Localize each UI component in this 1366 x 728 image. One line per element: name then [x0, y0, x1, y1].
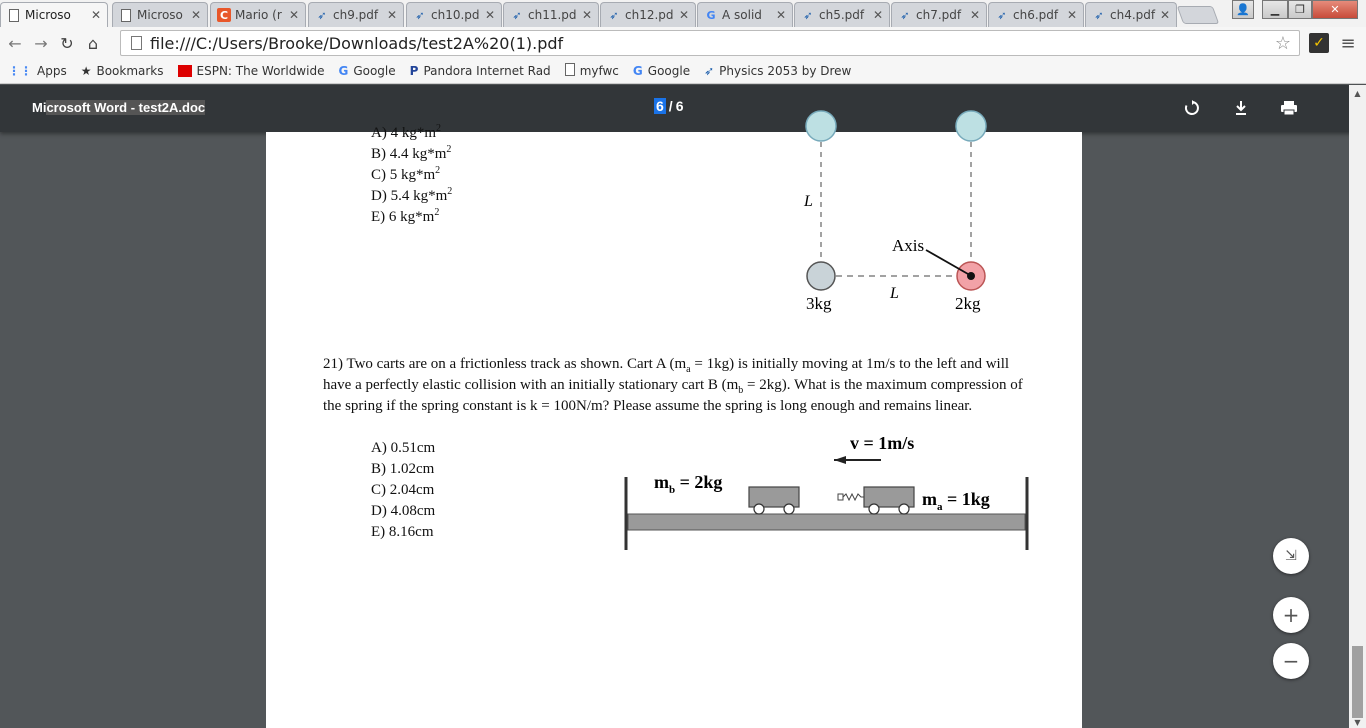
cart-a-wheel-left [869, 504, 879, 514]
option-text: D) 5.4 kg*m [371, 188, 448, 204]
bookmark-label: myfwc [579, 64, 619, 78]
star-icon[interactable]: ☆ [1274, 33, 1291, 54]
label-3kg: 3kg [806, 294, 832, 313]
close-icon[interactable]: ✕ [1159, 8, 1170, 22]
bird-icon: ➶ [1094, 8, 1104, 22]
bookmarks-bar [0, 59, 1366, 84]
page-number-input[interactable]: 6 [656, 98, 664, 114]
mb-subscript: b [669, 484, 676, 496]
bookmark-bookmarks[interactable] [81, 64, 164, 78]
close-icon[interactable]: ✕ [969, 8, 980, 22]
bookmark-google-2[interactable] [633, 64, 690, 78]
q21-text-1: 21) Two carts are on a frictionless track as shown. Cart A (m [323, 356, 687, 372]
close-icon[interactable]: ✕ [90, 8, 101, 22]
exponent: 2 [446, 144, 452, 155]
pandora-icon: P [409, 64, 419, 78]
tab-label: Microso [137, 8, 183, 22]
reload-icon[interactable]: ↻ [60, 33, 74, 53]
tab-label: Microso [25, 8, 71, 22]
q21-sub-b: b [738, 385, 744, 396]
close-icon[interactable]: ✕ [190, 8, 201, 22]
tab-2[interactable] [210, 2, 306, 27]
track [628, 514, 1025, 530]
extension-check-icon[interactable]: ✓ [1309, 33, 1329, 53]
pdf-title [32, 100, 205, 115]
tab-6[interactable] [600, 2, 696, 27]
bird-icon: ➶ [900, 8, 910, 22]
carts-figure [606, 422, 1046, 562]
ma-value: = 1kg [942, 489, 990, 509]
cart-b-wheel-left [754, 504, 764, 514]
pdf-toolbar [0, 85, 1366, 132]
spring [843, 494, 864, 500]
tab-5[interactable] [503, 2, 599, 27]
pdf-page [266, 123, 1082, 728]
page-total: 6 [675, 98, 684, 114]
mb-value: = 2kg [675, 472, 723, 492]
zoom-out-button[interactable]: − [1273, 643, 1309, 679]
q21-option-b: B) 1.02cm [371, 461, 435, 477]
tab-8[interactable] [794, 2, 890, 27]
menu-icon[interactable]: ≡ [1340, 32, 1356, 54]
bookmark-physics[interactable] [704, 64, 851, 78]
tab-label: ch4.pdf [1110, 8, 1156, 22]
bookmark-label: Apps [37, 64, 67, 78]
address-bar[interactable] [120, 30, 1300, 56]
close-icon[interactable]: ✕ [1066, 8, 1077, 22]
apps-icon: ⋮⋮ [8, 64, 32, 78]
bookmark-espn[interactable] [178, 64, 325, 78]
tab-4[interactable] [406, 2, 502, 27]
bird-icon: ➶ [317, 8, 327, 22]
tab-label: ch9.pdf [333, 8, 379, 22]
user-icon[interactable]: 👤 [1232, 0, 1254, 19]
scroll-down-icon[interactable]: ▼ [1354, 718, 1361, 727]
q21-text-3: = 2kg). What is the maximum compression of the spring if the spring constant is k = 100N/m? Please assume the spring is long enough and remains linear. [323, 377, 1023, 414]
bird-icon: ➶ [609, 8, 619, 22]
c-icon: C [217, 8, 231, 22]
back-icon[interactable]: ← [8, 33, 22, 53]
bird-icon: ➶ [704, 64, 715, 78]
cart-a-wheel-right [899, 504, 909, 514]
exponent: 2 [434, 207, 440, 218]
scroll-up-icon[interactable]: ▲ [1354, 89, 1361, 98]
page-icon [131, 36, 142, 50]
tab-label: ch6.pdf [1013, 8, 1059, 22]
question-21-options [371, 440, 435, 545]
tab-strip [0, 0, 1366, 27]
q21-option-d: D) 4.08cm [371, 503, 436, 519]
bird-icon: ➶ [512, 8, 522, 22]
label-L-vertical: L [804, 193, 813, 210]
ma-subscript: a [937, 501, 943, 513]
window-buttons [1262, 0, 1358, 20]
close-icon[interactable]: ✕ [386, 8, 397, 22]
label-axis: Axis [892, 236, 925, 255]
bookmark-myfwc[interactable] [565, 63, 619, 79]
pdf-title-rest: crosoft Word - test2A.doc [46, 100, 206, 115]
zoom-in-button[interactable]: + [1273, 597, 1309, 633]
tab-label: ch7.pdf [916, 8, 962, 22]
velocity-arrow-head [834, 456, 846, 464]
q21-option-e: E) 8.16cm [371, 524, 434, 540]
q21-text-2: = 1kg) is initially moving at 1m/s to the left and will have a perfectly elastic collision with an initially stationary cart B (m [323, 356, 1010, 393]
tab-10[interactable] [988, 2, 1084, 27]
bookmark-label: ESPN: The Worldwide [196, 64, 325, 78]
bookmark-google[interactable] [338, 64, 395, 78]
rotate-icon[interactable] [1181, 97, 1203, 119]
tab-label: ch12.pd [625, 8, 674, 22]
close-icon[interactable]: ✕ [484, 8, 495, 22]
page-separator: / [668, 98, 673, 114]
bookmark-label: Google [647, 64, 691, 78]
minimize-button[interactable]: ▁ [1262, 0, 1288, 19]
close-window-button[interactable]: ✕ [1312, 0, 1358, 19]
pdf-title-prefix: Mi [32, 100, 47, 115]
print-icon[interactable] [1278, 97, 1300, 119]
tab-7[interactable] [697, 2, 793, 27]
tab-0[interactable] [0, 2, 108, 27]
espn-icon [178, 65, 192, 77]
tab-label: ch10.pd [431, 8, 480, 22]
browser-toolbar [0, 27, 1366, 59]
ma-symbol: m [922, 489, 937, 509]
rotation-figure [266, 132, 1082, 332]
scrollbar[interactable] [1349, 85, 1366, 728]
tab-label: ch11.pd [528, 8, 577, 22]
mb-symbol: m [654, 472, 669, 492]
tab-9[interactable] [891, 2, 987, 27]
close-icon[interactable]: ✕ [288, 8, 299, 22]
bookmark-apps[interactable] [8, 64, 67, 78]
tab-label: ch5.pdf [819, 8, 865, 22]
exponent: 2 [435, 165, 441, 176]
bookmark-label: Google [353, 64, 396, 78]
mb-label [654, 472, 722, 496]
address-url: file:///C:/Users/Brooke/Downloads/test2A%20(1).pdf [150, 33, 564, 53]
cart-b-wheel-right [784, 504, 794, 514]
q21-option-a: A) 0.51cm [371, 440, 436, 456]
question-21 [323, 354, 1023, 417]
doc-icon [565, 63, 575, 79]
tab-11[interactable] [1085, 2, 1177, 27]
exponent: 2 [447, 186, 453, 197]
option-text: C) 5 kg*m [371, 167, 436, 183]
top-right-mass [956, 111, 986, 141]
spring-plate [838, 494, 843, 500]
fit-page-button[interactable]: ⇲ [1273, 538, 1309, 574]
bird-icon: ➶ [803, 8, 813, 22]
restore-button[interactable]: ❐ [1288, 0, 1312, 19]
bookmark-label: Physics 2053 by Drew [719, 64, 852, 78]
bird-icon: ➶ [415, 8, 425, 22]
doc-icon [7, 8, 21, 22]
doc-icon [119, 8, 133, 22]
page-indicator [654, 98, 683, 114]
home-icon[interactable]: ⌂ [87, 33, 99, 53]
google-icon: G [632, 64, 643, 78]
star-icon: ★ [80, 64, 92, 78]
q21-sub-a: a [686, 364, 691, 375]
bookmark-label: Pandora Internet Rad [423, 64, 551, 78]
window-controls [1232, 0, 1254, 20]
top-left-mass [806, 111, 836, 141]
label-2kg: 2kg [955, 294, 981, 313]
ma-label [922, 489, 990, 513]
close-icon[interactable]: ✕ [775, 8, 786, 22]
axis-arrow [926, 250, 968, 274]
label-L-horizontal: L [890, 285, 899, 302]
forward-icon[interactable]: → [34, 33, 48, 53]
velocity-label: v = 1m/s [850, 433, 915, 453]
option-text: B) 4.4 kg*m [371, 146, 447, 162]
new-tab-button[interactable] [1177, 6, 1220, 24]
exponent: 2 [436, 123, 441, 134]
google-icon: G [338, 64, 349, 78]
bird-icon: ➶ [997, 8, 1007, 22]
tab-label: A solid [722, 8, 762, 22]
close-icon[interactable]: ✕ [872, 8, 883, 22]
download-icon[interactable] [1230, 97, 1252, 119]
google-icon: G [706, 8, 716, 22]
bookmark-pandora[interactable] [410, 64, 551, 78]
tab-1[interactable] [112, 2, 208, 27]
option-text: A) 4 kg*m [371, 125, 436, 141]
mass-3kg [807, 262, 835, 290]
q21-option-c: C) 2.04cm [371, 482, 435, 498]
tab-3[interactable] [308, 2, 404, 27]
option-text: E) 6 kg*m [371, 209, 435, 225]
bookmark-label: Bookmarks [96, 64, 164, 78]
scrollbar-thumb[interactable] [1352, 646, 1363, 718]
tab-label: Mario (r [235, 8, 282, 22]
close-icon[interactable]: ✕ [678, 8, 689, 22]
close-icon[interactable]: ✕ [581, 8, 592, 22]
